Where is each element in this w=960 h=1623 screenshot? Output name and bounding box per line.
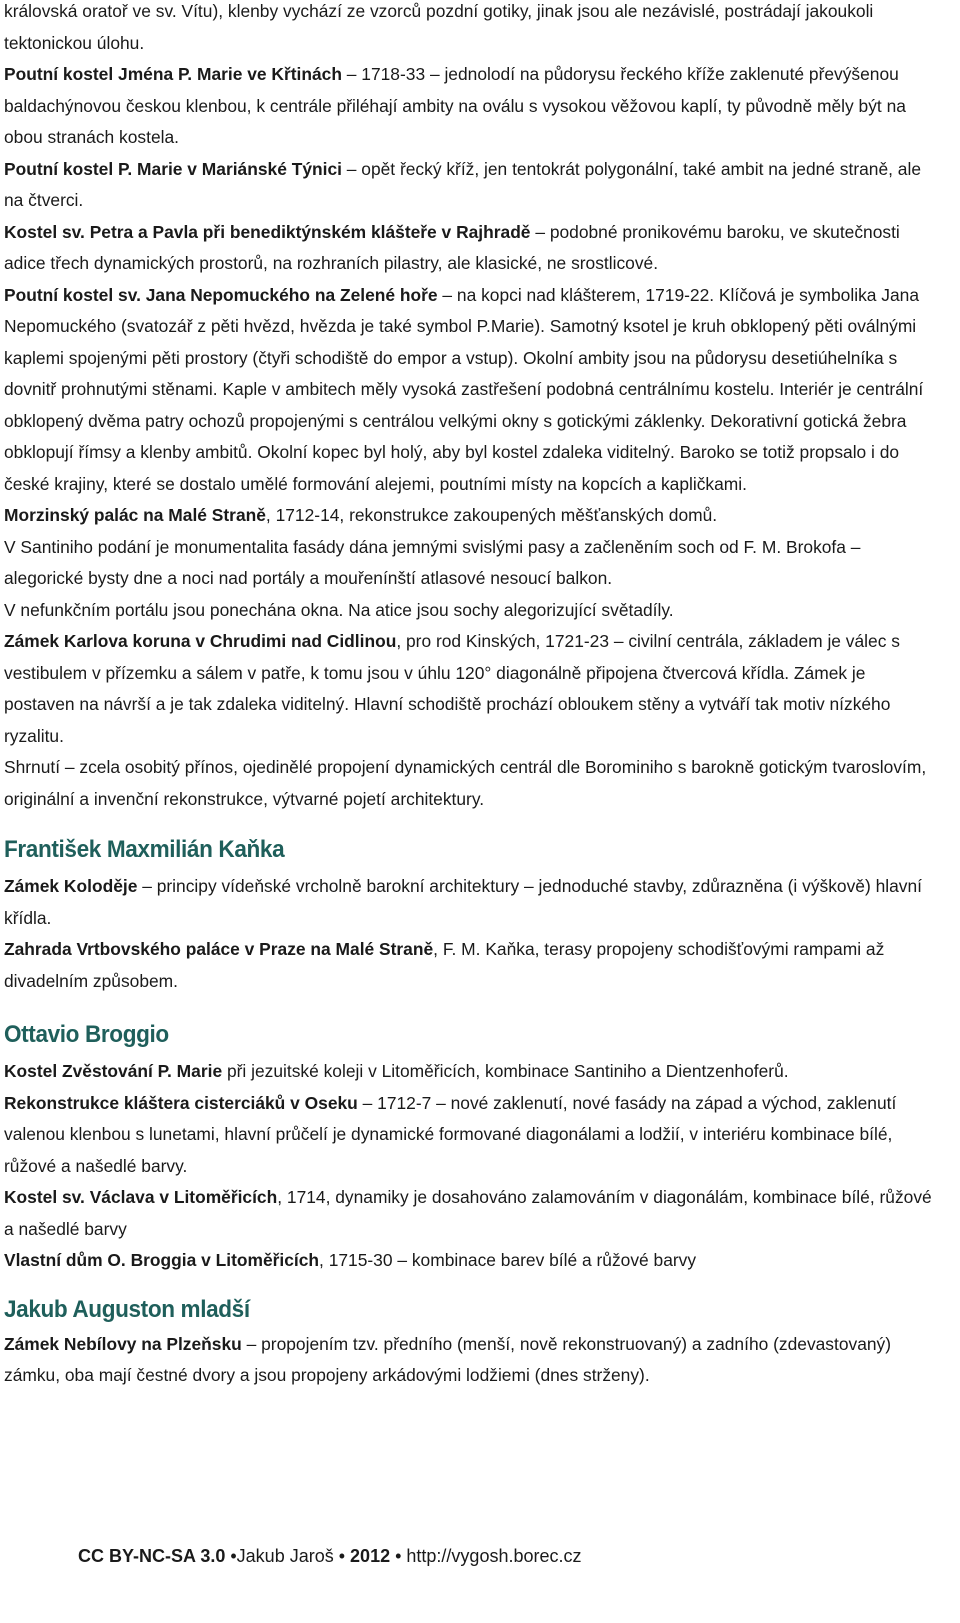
paragraph <box>4 934 934 997</box>
paragraph-bold: Kostel sv. Petra a Pavla při benediktýnském klášteře v Rajhradě <box>4 221 531 242</box>
footer-separator: • <box>225 1546 237 1566</box>
paragraph-text: V nefunkčním portálu jsou ponechána okna. Na atice jsou sochy alegorizující světadíly. <box>4 599 674 620</box>
paragraph-text: – 1712-7 – nové zaklenutí, nové fasády na západ a východ, zaklenutí valenou klenbou s lunetami, hlavní průčelí je dynamické formované diagonálami a lodžií, v interiéru kombinace bílé, růžové a našedlé barvy. <box>4 1092 897 1176</box>
section-heading-auguston: Jakub Auguston mladší <box>4 1295 250 1323</box>
paragraph-text: – propojením tzv. předního (menší, nově rekonstruovaný) a zadního (zdevastovaný) zámku, oba mají čestné dvory a jsou propojeny arkádovými lodžiemi (dnes strženy). <box>4 1333 892 1385</box>
paragraph <box>4 280 934 501</box>
page-footer <box>78 1541 878 1571</box>
paragraph <box>4 595 934 627</box>
footer-license: CC BY-NC-SA 3.0 <box>78 1546 226 1566</box>
paragraph-bold: Vlastní dům O. Broggia v Litoměřicích <box>4 1250 320 1270</box>
paragraph <box>4 1056 934 1088</box>
paragraph-bold: Rekonstrukce kláštera cisterciáků v Oseku <box>4 1092 358 1113</box>
paragraph-bold: Zámek Koloděje <box>4 876 138 896</box>
paragraph <box>4 59 934 154</box>
paragraph <box>4 626 934 752</box>
paragraph-text: , pro rod Kinských, 1721-23 – civilní centrála, základem je válec s vestibulem v přízemku a sálem v patře, k tomu jsou v úhlu 120° diagonálně připojena čtvercová křídla. Zámek je postaven na návrší a je tak zdaleka viditelný. Hlavní schodiště prochází obloukem stěny a vytváří tak motiv nízkého ryzalitu. <box>4 631 900 746</box>
paragraph-bold: Kostel sv. Václava v Litoměřicích <box>4 1187 278 1207</box>
paragraph-group-kanka <box>4 871 934 997</box>
paragraph-text: V Santiniho podání je monumentalita fasády dána jemnými svislými pasy a začleněním soch od F. M. Brokofa – alegorické bysty dne a noci nad portály a mouřenínští atlasové nesoucí balkon. <box>4 536 861 588</box>
paragraph <box>4 217 934 280</box>
paragraph <box>4 871 934 934</box>
paragraph-text: , F. M. Kaňka, terasy propojeny schodišťovými rampami až divadelním způsobem. <box>4 939 885 991</box>
section-heading-kanka: František Maxmilián Kaňka <box>4 836 285 863</box>
paragraph <box>4 1329 934 1392</box>
paragraph-text: Shrnutí – zcela osobitý přínos, ojedinělé propojení dynamických centrál dle Borominiho s barokně gotickým tvaroslovím, originální a invenční rekonstrukce, výtvarné pojetí architektury. <box>4 757 927 809</box>
paragraph-bold: Zahrada Vrtbovského paláce v Praze na Malé Straně <box>4 939 434 959</box>
paragraph <box>4 500 934 532</box>
footer-separator: • <box>390 1546 407 1566</box>
paragraph-group-auguston <box>4 1329 934 1392</box>
paragraph-text: – podobné pronikovému baroku, ve skutečnosti adice třech dynamických prostorů, na rozhraních pilastry, ale klasické, ne srostlicové. <box>4 221 900 273</box>
paragraph-text: – 1718-33 – jednolodí na půdorysu řeckého kříže zaklenuté převýšenou baldachýnovou českou klenbou, k centrále přiléhají ambity na oválu s vysokou věžovou kaplí, ty původně měly být na obou stranách kostela. <box>4 64 906 147</box>
paragraph <box>4 1182 934 1245</box>
paragraph-text: , 1714, dynamiky je dosahováno zalamováním v diagonálám, kombinace bílé, růžové a našedlé barvy <box>4 1187 932 1239</box>
footer-year: 2012 <box>350 1546 391 1566</box>
footer-author: Jakub Jaroš <box>236 1546 334 1566</box>
paragraph-text: , 1715-30 – kombinace barev bílé a růžové barvy <box>319 1250 697 1270</box>
document-body <box>4 0 934 1392</box>
paragraph-bold: Poutní kostel P. Marie v Mariánské Týnici <box>4 158 342 179</box>
paragraph-text: – opět řecký kříž, jen tentokrát polygonální, také ambit na jedné straně, ale na čtverci. <box>4 158 922 210</box>
footer-url[interactable]: http://vygosh.borec.cz <box>406 1546 582 1566</box>
paragraph-bold: Zámek Nebílovy na Plzeňsku <box>4 1333 242 1354</box>
paragraph-text: – na kopci nad klášterem, 1719-22. Klíčová je symbolika Jana Nepomuckého (svatozář z pěti hvězd, hvězda je také symbol P.Marie). Samotný ksotel je kruh obklopený pěti oválnými kaplemi spojenými pěti prostory (čtyři schodiště do empor a vstup). Okolní ambity jsou na půdorysu desetiúhelníka s dovnitř prohnutými stěnami. Kaple v ambitech měly vysoká zastřešení podobná centrálnímu kostelu. Interiér je centrální obklopený dvěma patry ochozů propojenými s centrálou velkými okny s gotickými záklenky. Dekorativní gotická žebra obklopují římsy a klenby ambitů. Okolní kopec byl holý, aby byl kostel zdaleka viditelný. Baroko se totiž propsalo i do české krajiny, které se dostalo umělé formování alejemi, poutními místy na kopcích a kapličkami. <box>4 284 924 494</box>
paragraph-bold: Kostel Zvěstování P. Marie <box>4 1061 223 1081</box>
paragraph-group-broggio <box>4 1056 934 1277</box>
paragraph-bold: Poutní kostel Jména P. Marie ve Křtinách <box>4 64 342 84</box>
paragraph-bold: Zámek Karlova koruna v Chrudimi nad Cidlinou <box>4 631 397 651</box>
section-heading-broggio: Ottavio Broggio <box>4 1021 169 1048</box>
paragraph-group-santini <box>4 0 934 815</box>
paragraph-text: královská oratoř ve sv. Vítu), klenby vychází ze vzorců pozdní gotiky, jinak jsou ale nezávislé, postrádají jakoukoli tektonickou úlohu. <box>4 1 874 53</box>
footer-separator: • <box>333 1546 351 1566</box>
paragraph <box>4 154 934 217</box>
paragraph <box>4 0 934 59</box>
paragraph-bold: Poutní kostel sv. Jana Nepomuckého na Zelené hoře <box>4 284 438 305</box>
paragraph <box>4 752 934 815</box>
paragraph <box>4 1088 934 1183</box>
paragraph-text: při jezuitské koleji v Litoměřicích, kombinace Santiniho a Dientzenhoferů. <box>222 1061 789 1081</box>
paragraph-bold: Morzinský palác na Malé Straně <box>4 505 266 525</box>
paragraph <box>4 1245 934 1277</box>
paragraph-text: – principy vídeňské vrcholně barokní architektury – jednoduché stavby, zdůrazněna (i výškově) hlavní křídla. <box>4 876 922 928</box>
paragraph-text: , 1712-14, rekonstrukce zakoupených měšťanských domů. <box>265 505 718 525</box>
paragraph <box>4 532 934 595</box>
